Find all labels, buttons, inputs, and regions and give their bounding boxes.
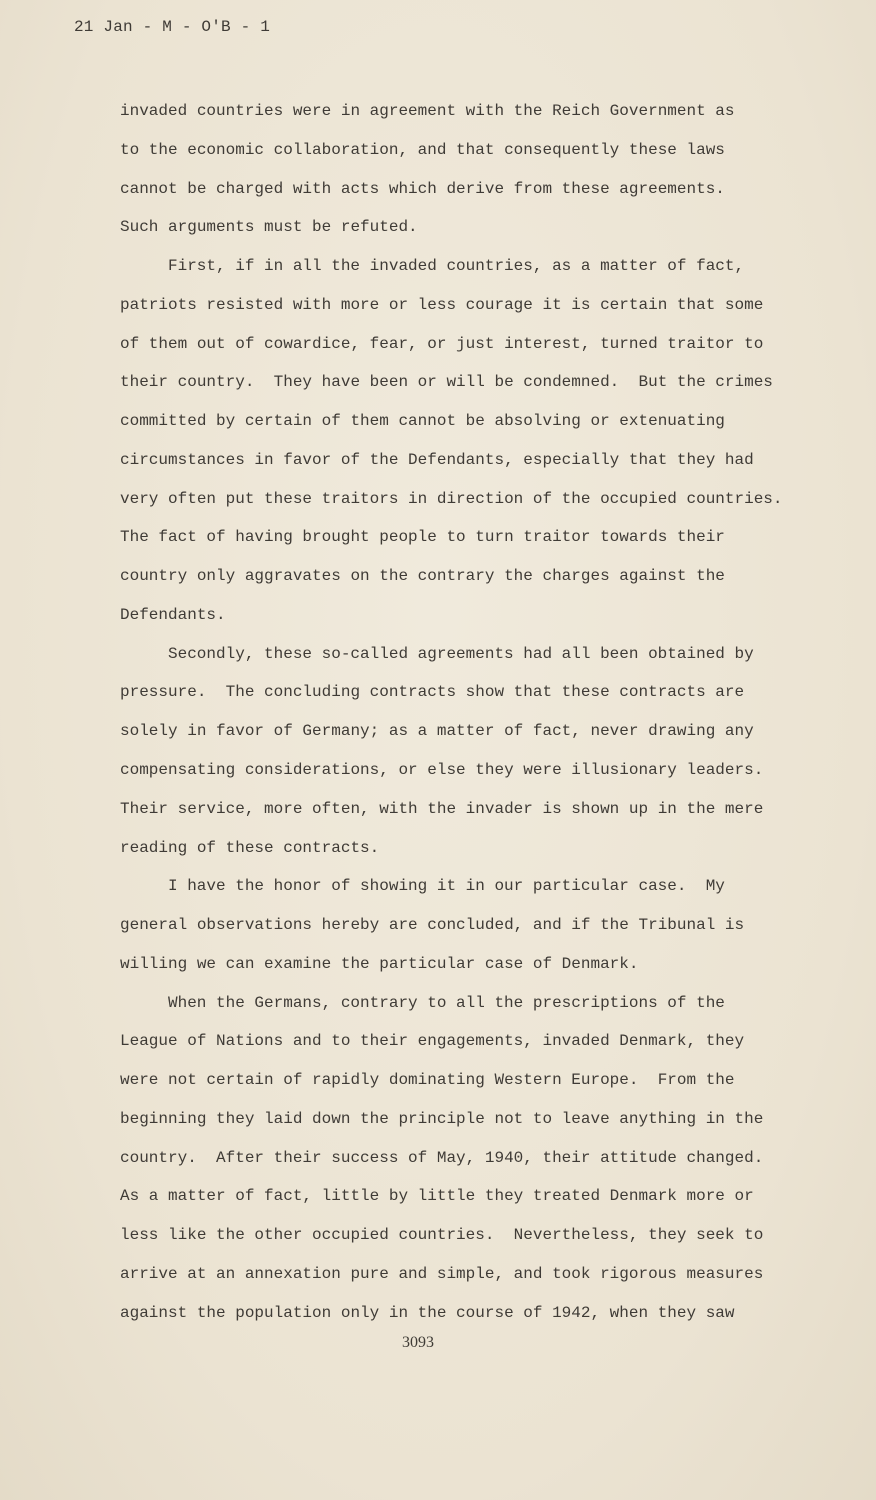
text-line: pressure. The concluding contracts show that these contracts are (120, 683, 745, 702)
paragraph (120, 635, 820, 868)
text-line: willing we can examine the particular case of Denmark. (120, 954, 639, 973)
text-line: The fact of having brought people to turn traitor towards their (120, 528, 725, 547)
text-line: Such arguments must be refuted. (120, 218, 418, 237)
text-line: their country. They have been or will be condemned. But the crimes (120, 373, 773, 392)
text-line: reading of these contracts. (120, 838, 380, 857)
text-line: general observations hereby are concluded, and if the Tribunal is (120, 916, 745, 935)
text-line: arrive at an annexation pure and simple, and took rigorous measures (120, 1264, 764, 1283)
document-body (120, 92, 820, 1333)
text-line: very often put these traitors in direction of the occupied countries. (120, 489, 783, 508)
paragraph (120, 867, 820, 983)
text-line: When the Germans, contrary to all the prescriptions of the (168, 993, 725, 1012)
text-line: committed by certain of them cannot be absolving or extenuating (120, 412, 725, 431)
text-line: As a matter of fact, little by little they treated Denmark more or (120, 1187, 754, 1206)
paragraph (120, 247, 820, 635)
text-line: Secondly, these so-called agreements had all been obtained by (168, 644, 754, 663)
text-line: League of Nations and to their engagements, invaded Denmark, they (120, 1032, 745, 1051)
text-line: compensating considerations, or else they were illusionary leaders. (120, 761, 764, 780)
text-line: of them out of cowardice, fear, or just interest, turned traitor to (120, 334, 764, 353)
text-line: to the economic collaboration, and that consequently these laws (120, 140, 725, 159)
text-line: Defendants. (120, 605, 226, 624)
text-line: country. After their success of May, 1940, their attitude changed. (120, 1148, 764, 1167)
text-line: cannot be charged with acts which derive from these agreements. (120, 179, 725, 198)
text-line: I have the honor of showing it in our particular case. My (168, 877, 725, 896)
text-line: beginning they laid down the principle not to leave anything in the (120, 1109, 764, 1128)
page-number: 3093 (402, 1334, 434, 1351)
text-line: invaded countries were in agreement with the Reich Government as (120, 102, 735, 120)
text-line: less like the other occupied countries. Nevertheless, they seek to (120, 1226, 764, 1245)
text-line: country only aggravates on the contrary the charges against the (120, 567, 725, 586)
paragraph (120, 984, 820, 1333)
text-line: Their service, more often, with the invader is shown up in the mere (120, 799, 764, 818)
text-line: patriots resisted with more or less courage it is certain that some (120, 295, 764, 314)
document-reference-header: 21 Jan - M - O'B - 1 (74, 18, 271, 36)
text-line: First, if in all the invaded countries, as a matter of fact, (168, 257, 745, 276)
text-line: solely in favor of Germany; as a matter of fact, never drawing any (120, 722, 754, 741)
text-line: circumstances in favor of the Defendants, especially that they had (120, 450, 754, 469)
text-line: were not certain of rapidly dominating Western Europe. From the (120, 1071, 735, 1090)
text-line: against the population only in the course of 1942, when they saw (120, 1303, 735, 1322)
paragraph (120, 92, 820, 247)
